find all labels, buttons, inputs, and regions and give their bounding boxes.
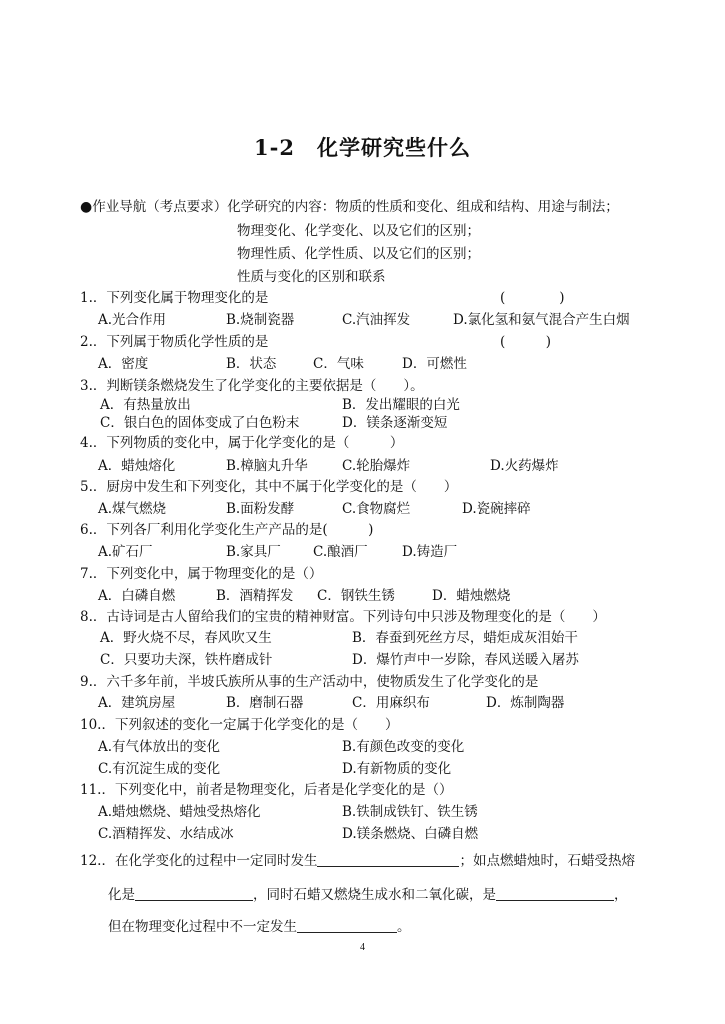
question-2-option-a: A．密度 — [98, 356, 149, 372]
nav-line-3: 物理性质、化学性质、以及它们的区别； — [237, 246, 480, 262]
question-2-option-d: D．可燃性 — [402, 356, 467, 372]
question-8-stem: 8.．古诗词是古人留给我们的宝贵的精神财富。下列诗句中只涉及物理变化的是（ ） — [80, 609, 606, 625]
nav-text-1: 作业导航（考点要求）化学研究的内容：物质的性质和变化、组成和结构、用途与制法； — [92, 199, 619, 215]
fill-blank-4[interactable] — [297, 918, 397, 933]
question-4-option-c: C.轮胎爆炸 — [342, 458, 411, 474]
question-12-line-3 — [108, 918, 411, 936]
question-4-stem: 4.．下列物质的变化中，属于化学变化的是（ ） — [80, 435, 404, 451]
question-11-option-b: B.铁制成铁钉、铁生锈 — [342, 804, 478, 820]
question-12-line-2 — [108, 886, 628, 904]
question-8-option-d: D．爆竹声中一岁除，春风送暖入屠苏 — [352, 652, 579, 668]
question-11-option-a: A.蜡烛燃烧、蜡烛受热熔化 — [98, 804, 261, 820]
question-8-option-b: B．春蚕到死丝方尽，蜡炬成灰泪始干 — [352, 630, 578, 646]
question-10-option-d: D.有新物质的变化 — [342, 761, 452, 777]
question-1-option-a: A.光合作用 — [98, 312, 167, 328]
question-1-option-d: D.氯化氢和氨气混合产生白烟 — [453, 312, 630, 328]
question-5-option-d: D.瓷碗摔碎 — [462, 501, 531, 517]
question-5-option-b: B.面粉发酵 — [226, 501, 295, 517]
question-9-option-d: D．炼制陶器 — [486, 695, 565, 711]
fill-blank-1[interactable] — [317, 852, 459, 867]
question-1-option-b: B.烧制瓷器 — [226, 312, 295, 328]
question-12-text-1: 12.．在化学变化的过程中一定同时发生 — [80, 853, 318, 869]
question-3-stem: 3.．判断镁条燃烧发生了化学变化的主要依据是（ ）。 — [80, 378, 424, 394]
question-6-option-c: C.酿酒厂 — [313, 544, 368, 560]
question-3-option-d: D．镁条逐渐变短 — [342, 415, 448, 431]
question-3-option-a: A．有热量放出 — [100, 397, 191, 413]
question-12-line-1 — [80, 852, 635, 870]
question-1-stem: 1.．下列变化属于物理变化的是 — [80, 290, 269, 306]
fill-blank-3[interactable] — [496, 886, 614, 901]
question-7-option-b: B．酒精挥发 — [216, 588, 294, 604]
question-12-text-6: 但在物理变化过程中不一定发生 — [108, 919, 297, 935]
question-6-option-a: A.矿石厂 — [98, 544, 153, 560]
question-4-option-b: B.樟脑丸升华 — [226, 458, 308, 474]
question-3-option-b: B．发出耀眼的白光 — [342, 397, 460, 413]
question-9-option-b: B．磨制石器 — [226, 695, 304, 711]
question-10-option-a: A.有气体放出的变化 — [98, 739, 221, 755]
question-2-option-c: C．气味 — [313, 356, 364, 372]
nav-line-2: 物理变化、化学变化、以及它们的区别； — [237, 223, 480, 239]
fill-blank-2[interactable] — [135, 886, 253, 901]
question-1-option-c: C.汽油挥发 — [342, 312, 411, 328]
question-7-option-d: D．蜡烛燃烧 — [432, 588, 511, 604]
question-2-answer-paren: ( ) — [500, 334, 552, 350]
question-9-option-a: A．建筑房屋 — [98, 695, 176, 711]
question-3-option-c: C．银白色的固体变成了白色粉末 — [100, 415, 300, 431]
question-5-option-a: A.煤气燃烧 — [98, 501, 167, 517]
question-5-option-c: C.食物腐烂 — [342, 501, 411, 517]
question-7-stem: 7.．下列变化中，属于物理变化的是（） — [80, 566, 323, 582]
question-9-option-c: C．用麻织布 — [352, 695, 430, 711]
question-12-text-4: ，同时石蜡又燃烧生成水和二氧化碳，是 — [253, 887, 496, 903]
question-8-option-c: C．只要功夫深，铁杵磨成针 — [100, 652, 273, 668]
question-5-stem: 5.．厨房中发生和下列变化，其中不属于化学变化的是（ ） — [80, 479, 458, 495]
question-2-stem: 2.．下列属于物质化学性质的是 — [80, 334, 269, 350]
question-11-option-d: D.镁条燃烧、白磷自燃 — [342, 826, 479, 842]
question-9-stem: 9.．六千多年前，半坡氏族所从事的生产活动中，使物质发生了化学变化的是 — [80, 674, 539, 690]
question-10-stem: 10.．下列叙述的变化一定属于化学变化的是（ ） — [80, 717, 399, 733]
nav-line-1 — [80, 198, 619, 216]
question-12-text-7: 。 — [397, 919, 411, 935]
question-12-text-2: ；如点燃蜡烛时，石蜡受热熔 — [459, 853, 635, 869]
page-title: 1-2 化学研究些什么 — [254, 135, 471, 160]
question-11-stem: 11.．下列变化中，前者是物理变化，后者是化学变化的是（） — [80, 782, 453, 798]
bullet-icon: ● — [80, 199, 93, 215]
question-6-option-d: D.铸造厂 — [402, 544, 458, 560]
question-1-answer-paren: ( ) — [500, 290, 565, 306]
question-4-option-d: D.火药爆炸 — [490, 458, 559, 474]
question-12-text-5: ， — [614, 887, 628, 903]
question-7-option-c: C．钢铁生锈 — [317, 588, 395, 604]
question-4-option-a: A．蜡烛熔化 — [98, 458, 176, 474]
question-10-option-c: C.有沉淀生成的变化 — [98, 761, 221, 777]
question-11-option-c: C.酒精挥发、水结成冰 — [98, 826, 234, 842]
question-10-option-b: B.有颜色改变的变化 — [342, 739, 465, 755]
question-7-option-a: A．白磷自燃 — [98, 588, 176, 604]
nav-line-4: 性质与变化的区别和联系 — [237, 269, 386, 285]
question-2-option-b: B．状态 — [226, 356, 277, 372]
question-8-option-a: A．野火烧不尽，春风吹又生 — [100, 630, 272, 646]
question-6-stem: 6.．下列各厂利用化学变化生产产品的是( ) — [80, 522, 374, 538]
question-6-option-b: B.家具厂 — [226, 544, 281, 560]
page-number: 4 — [360, 942, 365, 953]
question-12-text-3: 化是 — [108, 887, 135, 903]
